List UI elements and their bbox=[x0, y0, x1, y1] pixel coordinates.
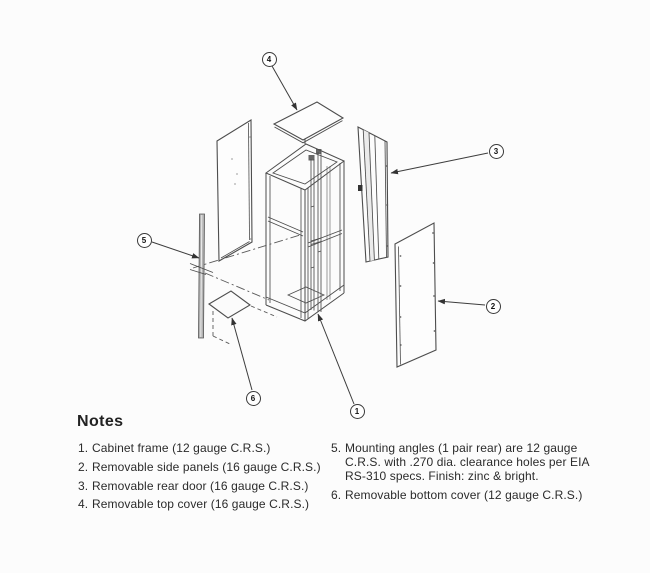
rear-door-drawing bbox=[358, 127, 389, 262]
note-item-3 bbox=[78, 479, 340, 493]
note-number: 3. bbox=[78, 478, 89, 493]
left-side-panel-drawing bbox=[217, 120, 252, 261]
note-item-6 bbox=[331, 488, 643, 502]
note-line: Mounting angles (1 pair rear) are 12 gauge bbox=[345, 441, 578, 455]
note-line: RS-310 specs. Finish: zinc & bright. bbox=[345, 469, 539, 483]
note-text: Removable side panels (16 gauge C.R.S.) bbox=[92, 459, 321, 474]
note-number: 5. bbox=[331, 441, 342, 455]
note-text: Removable rear door (16 gauge C.R.S.) bbox=[92, 478, 309, 493]
callout-balloon-mounting-angles: 5 bbox=[137, 233, 152, 248]
note-item-1 bbox=[78, 441, 340, 455]
right-side-panel-drawing bbox=[395, 223, 436, 367]
note-number: 4. bbox=[78, 497, 89, 512]
top-cover-drawing bbox=[274, 102, 343, 143]
notes-heading: Notes bbox=[77, 413, 124, 430]
callout-balloon-bottom-cover: 6 bbox=[246, 391, 261, 406]
note-item-5 bbox=[331, 441, 643, 483]
callout-balloon-rear-door: 3 bbox=[489, 144, 504, 159]
note-item-4 bbox=[78, 497, 340, 511]
note-number: 2. bbox=[78, 459, 89, 474]
note-line: Removable bottom cover (12 gauge C.R.S.) bbox=[345, 488, 583, 502]
note-line: C.R.S. with .270 dia. clearance holes per EIA bbox=[345, 455, 590, 469]
note-text bbox=[345, 441, 643, 483]
note-text: Removable top cover (16 gauge C.R.S.) bbox=[92, 497, 310, 512]
callout-balloon-top-cover: 4 bbox=[262, 52, 277, 67]
note-item-2 bbox=[78, 460, 340, 474]
notes-left-column bbox=[78, 441, 340, 516]
note-text bbox=[345, 488, 643, 502]
bottom-cover-drawing bbox=[209, 291, 250, 318]
notes-right-column bbox=[331, 441, 643, 507]
centerlines bbox=[193, 235, 300, 344]
note-number: 6. bbox=[331, 488, 342, 502]
cabinet-frame-drawing bbox=[266, 139, 344, 321]
note-number: 1. bbox=[78, 441, 89, 455]
note-text: Cabinet frame (12 gauge C.R.S.) bbox=[92, 441, 271, 455]
mounting-angles-drawing bbox=[190, 214, 213, 338]
callout-balloon-side-panel: 2 bbox=[486, 299, 501, 314]
callout-balloon-frame: 1 bbox=[350, 404, 365, 419]
